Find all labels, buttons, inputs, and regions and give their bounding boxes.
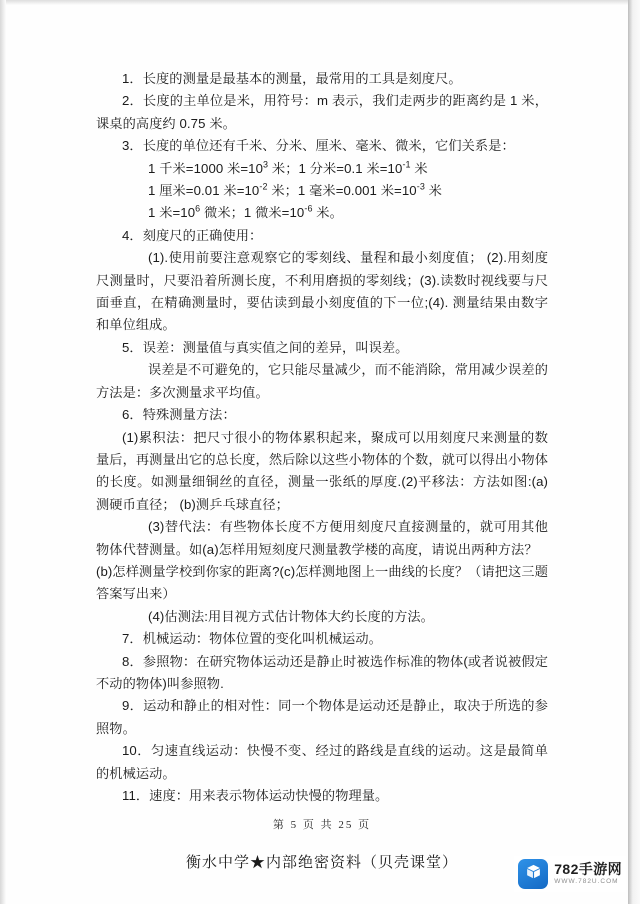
document-paragraph: 1 千米=1000 米$=10^3$ 米；1 分米=0.1 米$=10^{-1}$ 米 xyxy=(148,159,428,176)
site-watermark xyxy=(514,856,626,892)
page-edge-left xyxy=(0,0,6,904)
document-footer-note: 衡水中学★内部绝密资料（贝壳课堂） xyxy=(185,855,458,872)
document-paragraph: (1)累积法：把尺寸很小的物体累积起来，聚成可以用刻度尺来测量的数量后，再测量出它的总长度，然后除以这些小物体的个数，就可以得出小物体的长度。如测量细铜丝的直径，测量一张纸的厚度.(2)平移法：方法如图:(a)测硬币直径； (b)测乒乓球直径； xyxy=(96,429,548,512)
document-paragraph: (1).使用前要注意观察它的零刻线、量程和最小刻度值； (2).用刻度尺测量时，尺要沿着所测长度，不利用磨损的零刻线；(3).读数时视线要与尺面垂直，在精确测量时，要估读到最小刻度值的下一位;(4). 测量结果由数字和单位组成。 xyxy=(96,250,548,333)
page-edge-top xyxy=(0,0,640,5)
watermark-badge xyxy=(518,859,548,889)
document-paragraph: 2．长度的主单位是米，用符号：m 表示，我们走两步的距离约是 1 米，课桌的高度约 0.75 米。 xyxy=(96,93,548,131)
document-paragraph: 7．机械运动：物体位置的变化叫机械运动。 xyxy=(122,631,382,647)
document-text-body xyxy=(96,68,548,872)
document-paragraph: 8．参照物：在研究物体运动还是静止时被选作标准的物体(或者说被假定不动的物体)叫参照物. xyxy=(96,653,548,691)
watermark-text xyxy=(554,862,622,886)
document-paragraph: (b)怎样测量学校到你家的距离?(c)怎样测地图上一曲线的长度？（请把这三题答案写出来） xyxy=(96,563,548,602)
document-paragraph: 5．误差：测量值与真实值之间的差异，叫误差。 xyxy=(122,339,409,355)
document-paragraph: 误差是不可避免的，它只能尽量减少，而不能消除，常用减少误差的方法是：多次测量求平均值。 xyxy=(96,362,548,400)
document-paragraph: 1．长度的测量是最基本的测量，最常用的工具是刻度尺。 xyxy=(122,71,462,86)
document-paragraph: 4．刻度尺的正确使用： xyxy=(122,227,263,243)
page-edge-right xyxy=(628,0,640,904)
cube-box-icon xyxy=(525,863,542,885)
paragraph-list xyxy=(96,68,548,807)
document-paragraph: 6．特殊测量方法： xyxy=(122,407,236,423)
document-paragraph: (3)替代法：有些物体长度不方便用刻度尺直接测量的，就可用其他物体代替测量。如(a)怎样用短刻度尺测量教学楼的高度，请说出两种方法？ xyxy=(96,519,548,557)
watermark-site-name: 782手游网 xyxy=(554,861,622,878)
watermark-site-url: WWW.782U.COM xyxy=(554,878,619,886)
document-paragraph: 9．运动和静止的相对性：同一个物体是运动还是静止，取决于所选的参照物。 xyxy=(96,698,548,736)
document-paragraph: 1 米$=10^6$ 微米；1 微米$=10^{-6}$ 米。 xyxy=(148,204,343,221)
document-paragraph: 3．长度的单位还有千米、分米、厘米、毫米、微米，它们关系是： xyxy=(122,138,515,154)
document-paragraph: 10．匀速直线运动：快慢不变、经过的路线是直线的运动。这是最简单的机械运动。 xyxy=(96,743,548,781)
document-paragraph: 11．速度：用来表示物体运动快慢的物理量。 xyxy=(122,788,389,803)
document-paragraph: 1 厘米=0.01 米$=10^{-2}$ 米；1 毫米=0.001 米$=10^{-3}$ 米 xyxy=(148,181,442,199)
document-paragraph: (4)估测法:用目视方式估计物体大约长度的方法。 xyxy=(148,608,434,624)
page-number-indicator: 第 5 页 共 25 页 xyxy=(272,819,372,832)
